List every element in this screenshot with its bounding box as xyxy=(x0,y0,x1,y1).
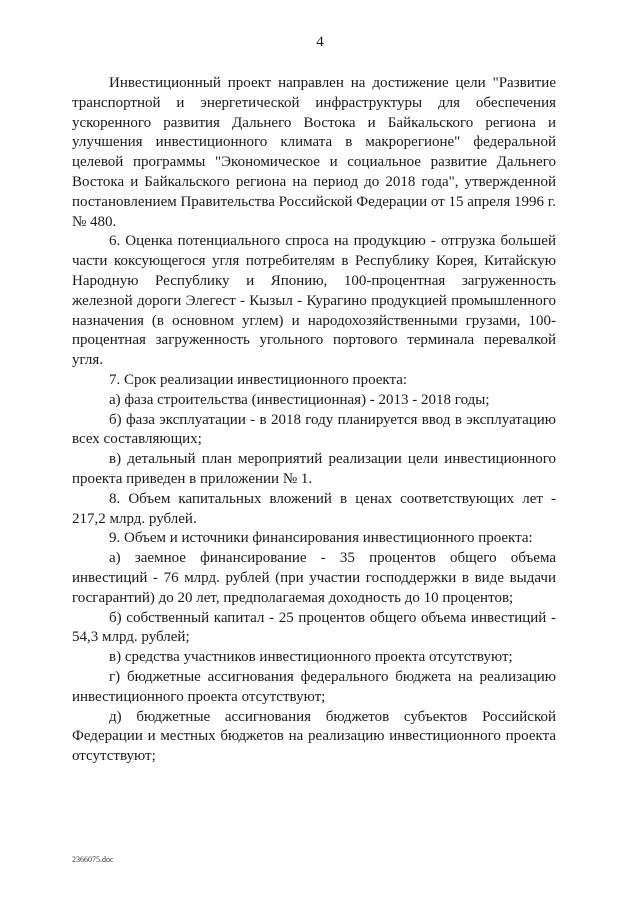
paragraph-timeline-heading: 7. Срок реализации инвестиционного проекта: xyxy=(109,371,408,388)
document-body xyxy=(72,74,556,767)
paragraph-construction-phase: а) фаза строительства (инвестиционная) - 2013 - 2018 годы; xyxy=(109,391,490,408)
page-number: 4 xyxy=(316,34,324,50)
paragraph-debt-financing: а) заемное финансирование - 35 процентов общего объема инвестиций - 76 млрд. рублей (при участии господдержки в виде выдачи госгарантий) до 20 лет, предполагаемая доходность до 10 процентов; xyxy=(72,550,556,606)
paragraph-federal-budget: г) бюджетные ассигнования федерального бюджета на реализацию инвестиционного проекта отсутствуют; xyxy=(72,668,556,705)
paragraph-operation-phase: б) фаза эксплуатации - в 2018 году планируется ввод в эксплуатацию всех составляющих; xyxy=(72,411,556,448)
paragraph-demand-assessment: 6. Оценка потенциального спроса на продукцию - отгрузка большей части коксующегося угля потребителям в Республику Корея, Китайскую Народную Республику и Японию, 100-процентная загруженность железной дороги Элегест - Кызыл - Курагино продукцией промышленного назначения (в основном углем) и народохозяйственными грузами, 100-процентная загруженность угольного портового терминала перевалкой угля. xyxy=(72,233,556,369)
paragraph-capital-investment: 8. Объем капитальных вложений в ценах соответствующих лет - 217,2 млрд. рублей. xyxy=(72,490,556,527)
paragraph-financing-heading: 9. Объем и источники финансирования инвестиционного проекта: xyxy=(109,530,533,547)
paragraph-regional-budget: д) бюджетные ассигнования бюджетов субъектов Российской Федерации и местных бюджетов на реализацию инвестиционного проекта отсутствуют; xyxy=(72,708,556,765)
paragraph-participant-funds: в) средства участников инвестиционного проекта отсутствуют; xyxy=(109,649,513,666)
paragraph-goal: Инвестиционный проект направлен на достижение цели "Развитие транспортной и энергетической инфраструктуры для обеспечения ускоренного развития Дальнего Востока и Байкальского региона и улучшения инвестиционного климата в макрорегионе" федеральной целевой программы "Экономическое и социальное развитие Дальнего Востока и Байкальского региона на период до 2018 года", утвержденной постановлением Правительства Российской Федерации от 15 апреля 1996 г. № 480. xyxy=(72,75,556,230)
paragraph-detailed-plan: в) детальный план мероприятий реализации цели инвестиционного проекта приведен в приложении № 1. xyxy=(72,451,556,487)
paragraph-equity: б) собственный капитал - 25 процентов общего объема инвестиций - 54,3 млрд. рублей; xyxy=(72,609,556,646)
document-footer-filename: 2366075.doc xyxy=(72,855,114,864)
